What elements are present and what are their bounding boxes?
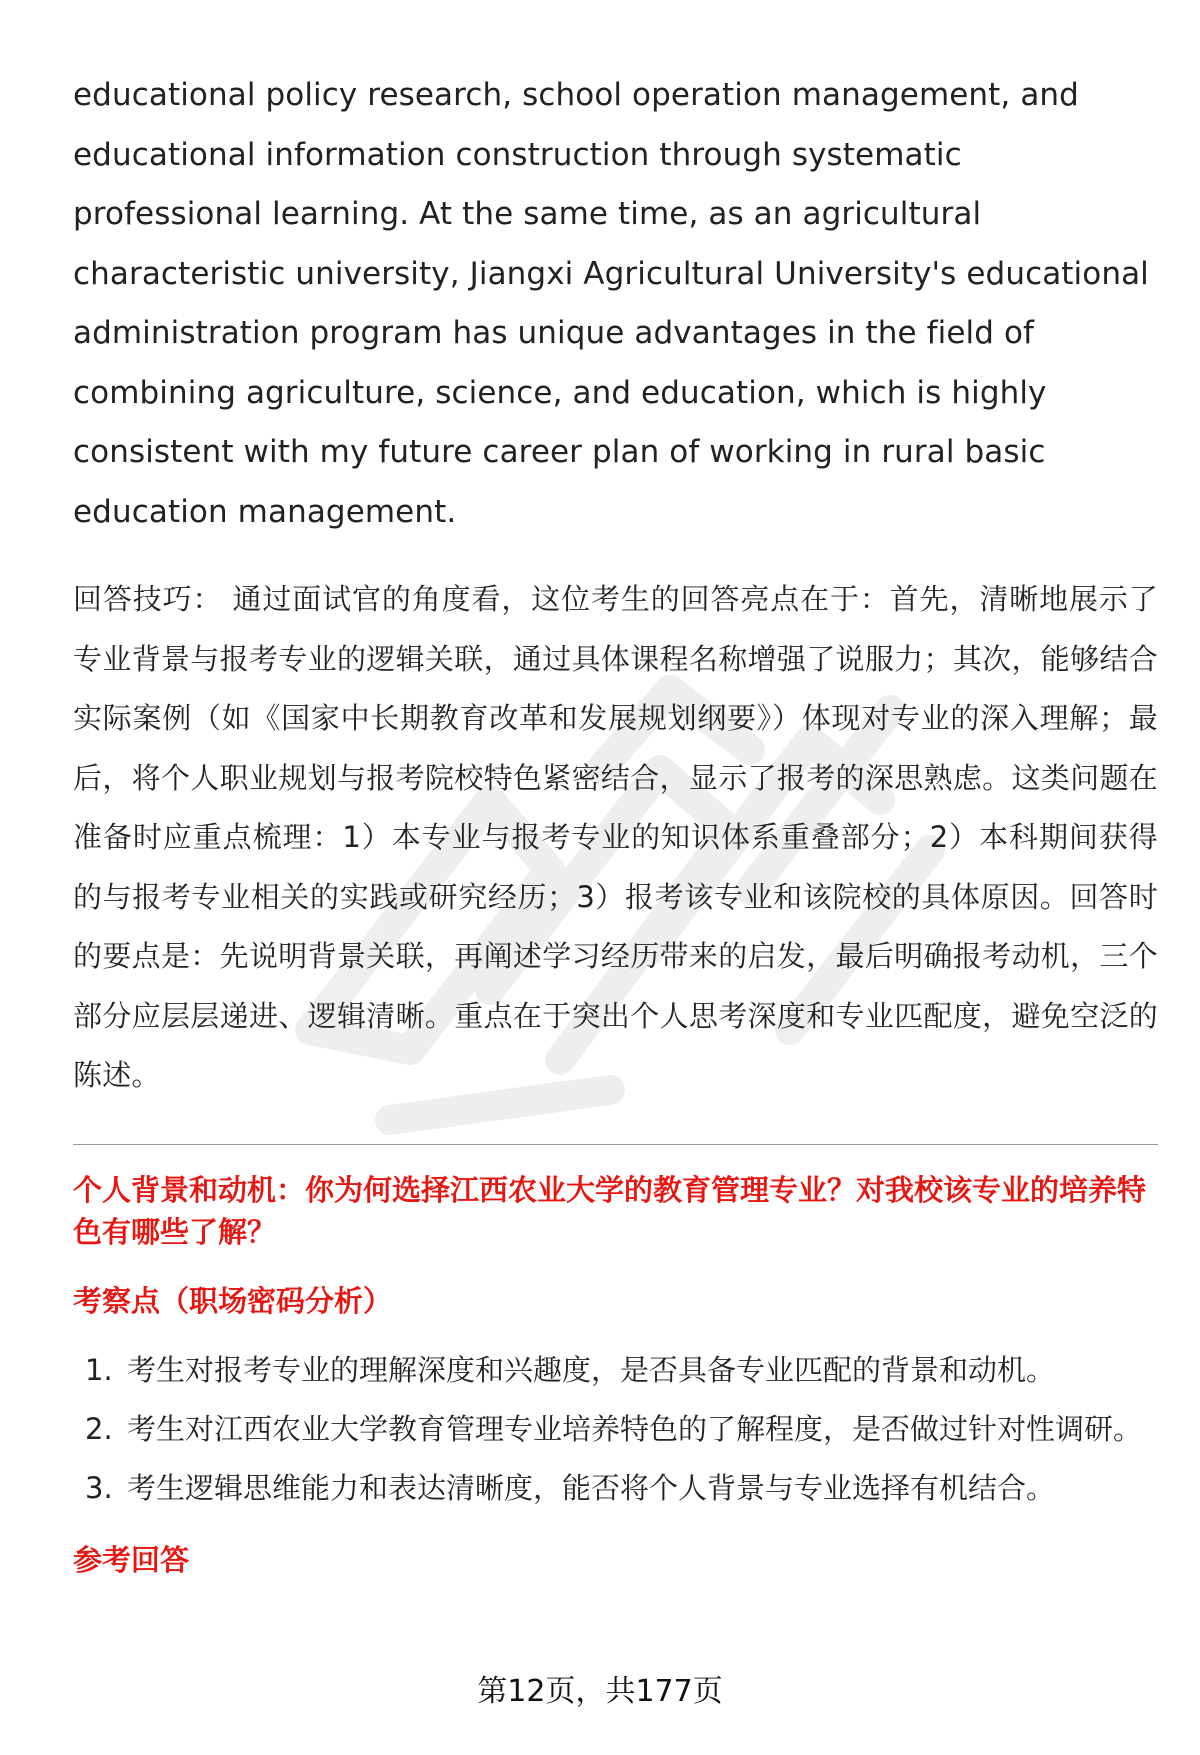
answer-tips-paragraph: 回答技巧： 通过面试官的角度看，这位考生的回答亮点在于：首先，清晰地展示了专业背景与报考专业的逻辑关联，通过具体课程名称增强了说服力；其次，能够结合实际案例（如《国家中长期教育改革和发展规划纲要》）体现对专业的深入理解；最后，将个人职业规划与报考院校特色紧密结合，显示了报考的深思熟虑。这类问题在准备时应重点梳理：1）本专业与报考专业的知识体系重叠部分；2）本科期间获得的与报考专业相关的实践或研究经历；3）报考该专业和该院校的具体原因。回答时的要点是：先说明背景关联，再阐述学习经历带来的启发，最后明确报考动机，三个部分应层层递进、逻辑清晰。重点在于突出个人思考深度和专业匹配度，避免空泛的陈述。 — [73, 582, 1158, 1092]
assessment-points-list — [73, 1341, 1158, 1518]
section-divider — [73, 1144, 1158, 1145]
assessment-heading: 考察点（职场密码分析） — [73, 1283, 393, 1318]
list-item-text: 考生对江西农业大学教育管理专业培养特色的了解程度，是否做过针对性调研。 — [127, 1411, 1143, 1446]
reference-answer-heading: 参考回答 — [73, 1542, 190, 1577]
list-item-number: 1. — [85, 1352, 113, 1387]
question-heading: 个人背景和动机：你为何选择江西农业大学的教育管理专业？对我校该专业的培养特色有哪些了解？ — [73, 1172, 1147, 1249]
intro-paragraph: educational policy research, school operation management, and educational information construction through systematic professional learning. At the same time, as an agricultural characteristic university, Jiangxi Agricultural University's educational administration program has unique advantages in the field of combining agriculture, science, and education, which is highly consistent with my future career plan of working in rural basic education management. — [73, 77, 1149, 530]
page-number-footer: 第12页，共177页 — [477, 1674, 723, 1709]
list-item-number: 2. — [85, 1411, 113, 1446]
main-content — [73, 66, 1158, 1580]
list-item-text: 考生逻辑思维能力和表达清晰度，能否将个人背景与专业选择有机结合。 — [127, 1470, 1056, 1505]
list-item-number: 3. — [85, 1470, 113, 1505]
list-item — [73, 1459, 1158, 1518]
list-item-text: 考生对报考专业的理解深度和兴趣度，是否具备专业匹配的背景和动机。 — [127, 1352, 1056, 1387]
list-item — [73, 1400, 1158, 1459]
list-item — [73, 1341, 1158, 1400]
